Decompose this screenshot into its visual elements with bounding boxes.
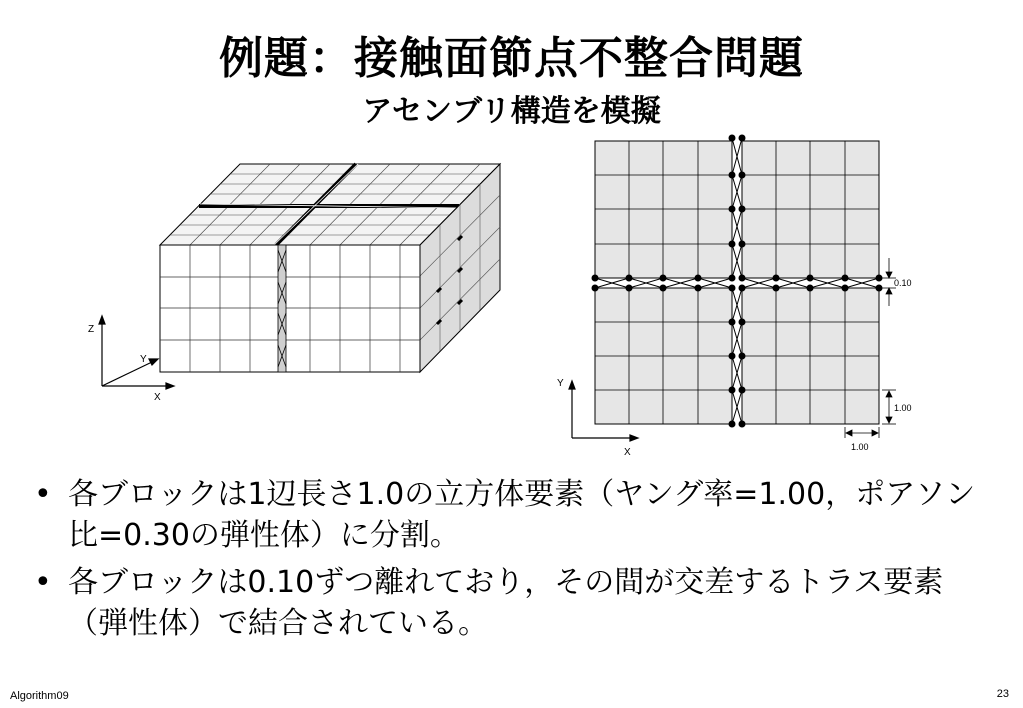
block-quadrants bbox=[595, 141, 879, 424]
footer-label: Algorithm09 bbox=[10, 690, 69, 702]
dim-gap-label: 0.10 bbox=[894, 278, 912, 288]
axis-z-label: Z bbox=[88, 324, 95, 335]
axis-y-label: Y bbox=[140, 354, 147, 365]
top-view-2d-figure bbox=[550, 132, 930, 462]
front-face bbox=[160, 245, 420, 372]
front-gap bbox=[278, 245, 286, 372]
bullet-item: • 各ブロックは1辺長さ1.0の立方体要素（ヤング率=1.00，ポアソン比=0.30の弾性体）に分割。 bbox=[30, 474, 990, 556]
slide-subtitle: アセンブリ構造を模擬 bbox=[362, 94, 661, 129]
dim-height-label: 1.00 bbox=[894, 403, 912, 413]
horizontal-trusses bbox=[595, 278, 879, 288]
assembly-3d-figure bbox=[80, 150, 510, 410]
dim-width-label: 1.00 bbox=[851, 442, 869, 452]
bullet-list bbox=[30, 474, 990, 650]
page-number: 23 bbox=[996, 688, 1009, 700]
axis-x-label-2d: X bbox=[624, 447, 631, 458]
bullet-item: • 各ブロックは0.10ずつ離れており，その間が交差するトラス要素（弾性体）で結合されている。 bbox=[30, 562, 990, 644]
axis-y-label-2d: Y bbox=[557, 378, 564, 389]
dim-width-marker bbox=[845, 427, 879, 438]
slide-title: 例題：接触面節点不整合問題 bbox=[219, 33, 804, 84]
axis-x-label: X bbox=[154, 392, 161, 403]
